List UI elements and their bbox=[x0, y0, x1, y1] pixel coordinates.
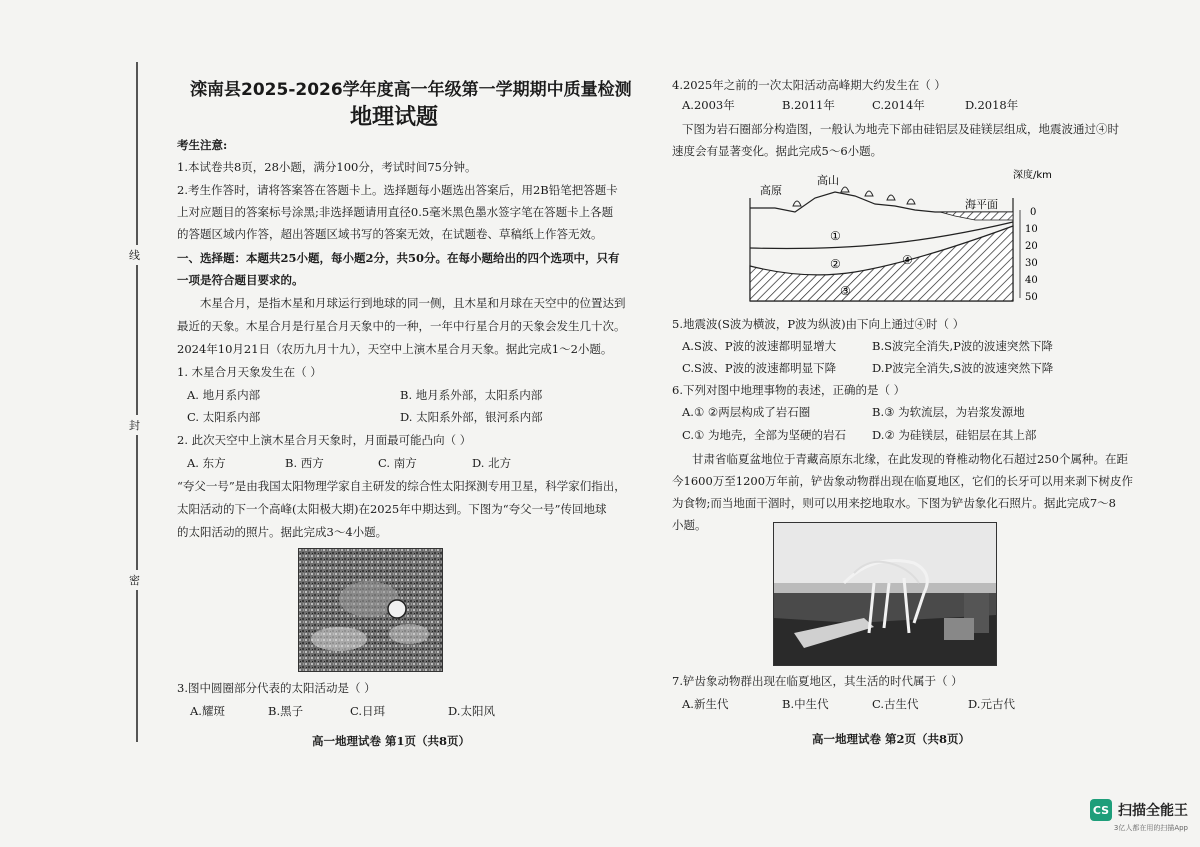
camscanner-tagline: 3亿人都在用的扫描App bbox=[1113, 824, 1188, 832]
question-stem: 1. 木星合月天象发生在（ ） bbox=[177, 365, 322, 379]
fossil-photo-graphic bbox=[774, 523, 996, 665]
depth-tick: 20 bbox=[1025, 241, 1038, 252]
option-c: C.日珥 bbox=[350, 704, 386, 718]
exam-page-2 bbox=[600, 0, 1200, 847]
passage-line: 为食物;而当地面干涸时，则可以用来挖地取水。下图为铲齿象化石照片。据此完成7～8 bbox=[672, 496, 1117, 510]
notice-line: 上对应题目的答案标号涂黑;非选择题请用直径0.5毫米黑色墨水签字笔在答题卡上各题 bbox=[177, 205, 614, 219]
subject-title: 地理试题 bbox=[350, 105, 439, 130]
depth-tick: 10 bbox=[1025, 224, 1038, 235]
option-b: B.黑子 bbox=[268, 704, 304, 718]
depth-tick: 30 bbox=[1025, 258, 1038, 269]
sun-activity-photo bbox=[298, 548, 443, 672]
passage-line: 2024年10月21日（农历九月十九），天空中上演木星合月天象。据此完成1～2小题。 bbox=[177, 342, 613, 356]
question-stem: 5.地震波(S波为横波，P波为纵波)由下向上通过④时（ ） bbox=[672, 317, 965, 331]
option-c: C. 太阳系内部 bbox=[187, 410, 261, 424]
page-footer: 高一地理试卷 第1页（共8页） bbox=[312, 734, 471, 748]
option-b: B. 西方 bbox=[285, 456, 324, 470]
notice-line: 1.本试卷共8页，28小题，满分100分，考试时间75分钟。 bbox=[177, 160, 477, 174]
scanner-watermark bbox=[1090, 799, 1188, 833]
option-d: D.② 为硅镁层，硅铝层在其上部 bbox=[872, 428, 1037, 442]
depth-tick: 40 bbox=[1025, 275, 1038, 286]
section-heading: 一、选择题：本题共25小题，每小题2分，共50分。在每小题给出的四个选项中，只有 bbox=[177, 251, 620, 265]
sun-photo-graphic bbox=[299, 549, 442, 671]
passage-line: 下图为岩石圈部分构造图，一般认为地壳下部由硅铝层及硅镁层组成，地震波通过④时 bbox=[682, 122, 1119, 136]
option-d: D.太阳风 bbox=[448, 704, 495, 718]
mountain-label: 高山 bbox=[817, 174, 839, 187]
marker-3: ③ bbox=[840, 284, 851, 298]
question-stem: 4.2025年之前的一次太阳活动高峰期大约发生在（ ） bbox=[672, 78, 946, 92]
option-c: C.S波、P波的波速都明显下降 bbox=[682, 361, 837, 375]
option-c: C.2014年 bbox=[872, 98, 925, 112]
passage-line: 甘肃省临夏盆地位于青藏高原东北缘，在此发现的脊椎动物化石超过250个属种。在距 bbox=[692, 452, 1128, 466]
notice-heading: 考生注意: bbox=[177, 138, 228, 152]
sea-level-label: 海平面 bbox=[965, 198, 998, 211]
question-stem: 6.下列对图中地理事物的表述，正确的是（ ） bbox=[672, 383, 906, 397]
option-d: D.P波完全消失,S波的波速突然下降 bbox=[872, 361, 1054, 375]
exam-title: 滦南县2025-2026学年度高一年级第一学期期中质量检测 bbox=[190, 80, 632, 100]
option-c: C.古生代 bbox=[872, 697, 919, 711]
camscanner-name: 扫描全能王 bbox=[1118, 803, 1188, 819]
marker-2: ② bbox=[830, 257, 841, 271]
depth-ticks bbox=[1025, 207, 1038, 303]
passage-line: 速度会有显著变化。据此完成5～6小题。 bbox=[672, 144, 883, 158]
option-c: C.① 为地壳，全部为坚硬的岩石 bbox=[682, 428, 847, 442]
binding-char-feng: 封 bbox=[129, 415, 140, 435]
notice-line: 2.考生作答时，请将答案答在答题卡上。选择题每小题选出答案后，用2B铅笔把答题卡 bbox=[177, 183, 618, 197]
question-stem: 2. 此次天空中上演木星合月天象时，月面最可能凸向（ ） bbox=[177, 433, 472, 447]
option-d: D.元古代 bbox=[968, 697, 1015, 711]
binding-char-mi: 密 bbox=[129, 570, 140, 590]
depth-axis-label: 深度/km bbox=[1013, 170, 1052, 181]
option-b: B.中生代 bbox=[782, 697, 829, 711]
binding-char-xian: 线 bbox=[129, 245, 140, 265]
lithosphere-graphic bbox=[745, 168, 1060, 308]
plateau-label: 高原 bbox=[760, 184, 782, 197]
option-b: B.S波完全消失,P波的波速突然下降 bbox=[872, 339, 1053, 353]
option-b: B.2011年 bbox=[782, 98, 835, 112]
question-stem: 7.铲齿象动物群出现在临夏地区，其生活的时代属于（ ） bbox=[672, 674, 963, 688]
option-b: B.③ 为软流层，为岩浆发源地 bbox=[872, 405, 1025, 419]
passage-line: 太阳活动的下一个高峰(太阳极大期)在2025年中期达到。下图为“夸父一号”传回地球 bbox=[177, 502, 607, 516]
page-footer: 高一地理试卷 第2页（共8页） bbox=[812, 732, 971, 746]
passage-line: 的太阳活动的照片。据此完成3～4小题。 bbox=[177, 525, 388, 539]
depth-tick: 0 bbox=[1030, 207, 1037, 218]
option-a: A.S波、P波的波速都明显增大 bbox=[682, 339, 837, 353]
option-a: A. 地月系内部 bbox=[187, 388, 261, 402]
option-d: D.2018年 bbox=[965, 98, 1019, 112]
binding-line bbox=[136, 62, 138, 742]
option-d: D. 北方 bbox=[472, 456, 512, 470]
option-b: B. 地月系外部，太阳系内部 bbox=[400, 388, 543, 402]
passage-line: 今1600万至1200万年前，铲齿象动物群出现在临夏地区，它们的长牙可以用来剥下树皮作 bbox=[672, 474, 1134, 488]
option-a: A.新生代 bbox=[682, 697, 729, 711]
option-a: A.2003年 bbox=[682, 98, 735, 112]
camscanner-logo-icon: CS bbox=[1090, 799, 1112, 821]
fossil-photo bbox=[773, 522, 997, 666]
marker-4: ④ bbox=[902, 253, 913, 267]
passage-line: “夸父一号”是由我国太阳物理学家自主研发的综合性太阳探测专用卫星，科学家们指出， bbox=[177, 479, 626, 493]
passage-line: 最近的天象。木星合月是行星合月天象中的一种，一年中行星合月的天象会发生几十次。 bbox=[177, 319, 626, 333]
lithosphere-diagram bbox=[745, 168, 1060, 308]
passage-line: 木星合月，是指木星和月球运行到地球的同一侧，且木星和月球在天空中的位置达到 bbox=[200, 296, 626, 310]
depth-tick: 50 bbox=[1025, 292, 1038, 303]
option-a: A.① ②两层构成了岩石圈 bbox=[682, 405, 811, 419]
question-stem: 3.图中圆圈部分代表的太阳活动是（ ） bbox=[177, 681, 376, 695]
option-c: C. 南方 bbox=[378, 456, 417, 470]
section-heading: 一项是符合题目要求的。 bbox=[177, 273, 304, 287]
notice-line: 的答题区域内作答，超出答题区域书写的答案无效，在试题卷、草稿纸上作答无效。 bbox=[177, 227, 603, 241]
option-d: D. 太阳系外部，银河系内部 bbox=[400, 410, 543, 424]
option-a: A. 东方 bbox=[187, 456, 226, 470]
passage-line: 小题。 bbox=[672, 518, 707, 532]
option-a: A.耀斑 bbox=[190, 704, 225, 718]
marker-1: ① bbox=[830, 229, 841, 243]
